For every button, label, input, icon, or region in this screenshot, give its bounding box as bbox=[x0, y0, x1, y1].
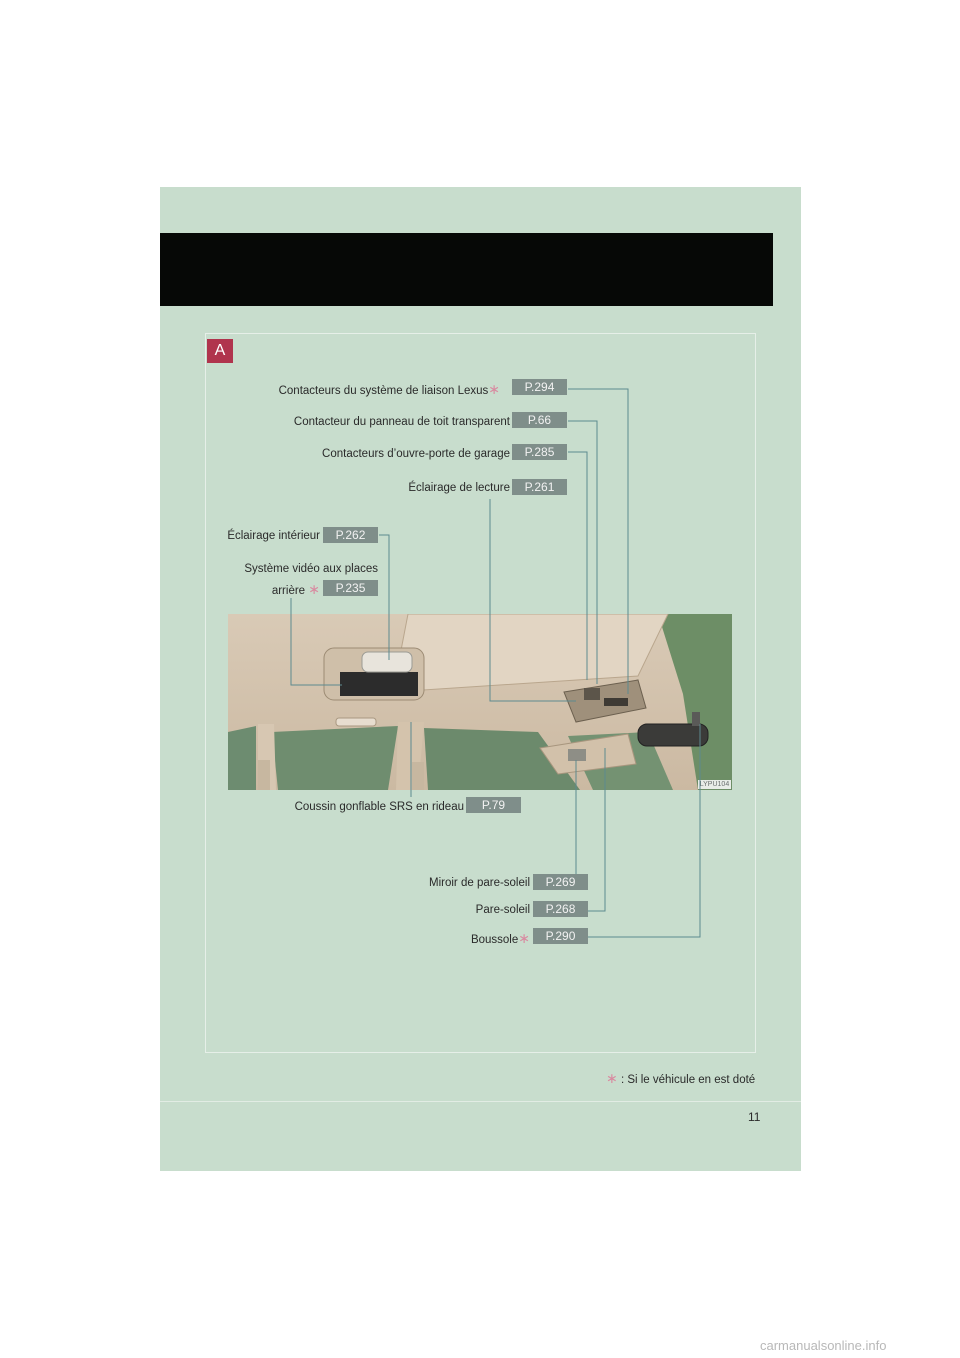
callout-label-curtain-airbag: Coussin gonflable SRS en rideau bbox=[294, 801, 464, 813]
page-number: 11 bbox=[748, 1110, 761, 1124]
page-ref-compass[interactable]: P.290 bbox=[533, 928, 588, 944]
page-ref-lexus-link[interactable]: P.294 bbox=[512, 379, 567, 395]
leader-reading-light bbox=[490, 499, 576, 701]
leader-moonroof-switch bbox=[568, 421, 597, 684]
page-ref-reading-light[interactable]: P.261 bbox=[512, 479, 567, 495]
footnote: ∗ : Si le véhicule en est doté bbox=[606, 1070, 756, 1086]
callout-label-rear-video-system: Système vidéo aux places bbox=[244, 563, 378, 575]
watermark: carmanualsonline.info bbox=[760, 1338, 887, 1353]
callout-label-reading-light: Éclairage de lecture bbox=[408, 482, 510, 494]
callout-label-sun-visor: Pare-soleil bbox=[475, 904, 530, 916]
page-ref-curtain-airbag[interactable]: P.79 bbox=[466, 797, 521, 813]
callout-label-moonroof-switch: Contacteur du panneau de toit transparent bbox=[293, 416, 510, 428]
leader-sun-visor bbox=[588, 748, 605, 911]
callout-label-vanity-mirror: Miroir de pare-soleil bbox=[429, 877, 530, 889]
callout-label-garage-door-switches: Contacteurs d’ouvre-porte de garage bbox=[322, 448, 510, 460]
page-ref-rear-video-system[interactable]: P.235 bbox=[323, 580, 378, 596]
page-ref-sun-visor[interactable]: P.268 bbox=[533, 901, 588, 917]
image-code: LYPU104 bbox=[699, 781, 730, 788]
page-ref-interior-light[interactable]: P.262 bbox=[323, 527, 378, 543]
page-ref-vanity-mirror[interactable]: P.269 bbox=[533, 874, 588, 890]
leader-lexus-link bbox=[568, 389, 628, 694]
panel-label: A bbox=[207, 339, 233, 363]
callout-label-interior-light: Éclairage intérieur bbox=[227, 530, 320, 542]
leader-garage-door bbox=[568, 452, 587, 680]
callout-label-rear-video-system-line2: arrière ∗ bbox=[271, 581, 320, 597]
page-ref-moonroof-switch[interactable]: P.66 bbox=[512, 412, 567, 428]
page-ref-garage-door-switches[interactable]: P.285 bbox=[512, 444, 567, 460]
callout-label-compass: Boussole∗ bbox=[470, 930, 530, 946]
callout-label-lexus-link: Contacteurs du système de liaison Lexus∗ bbox=[278, 381, 500, 397]
leader-rear-video bbox=[291, 598, 342, 685]
leader-interior-light bbox=[379, 535, 389, 660]
footer-divider bbox=[160, 1101, 801, 1102]
